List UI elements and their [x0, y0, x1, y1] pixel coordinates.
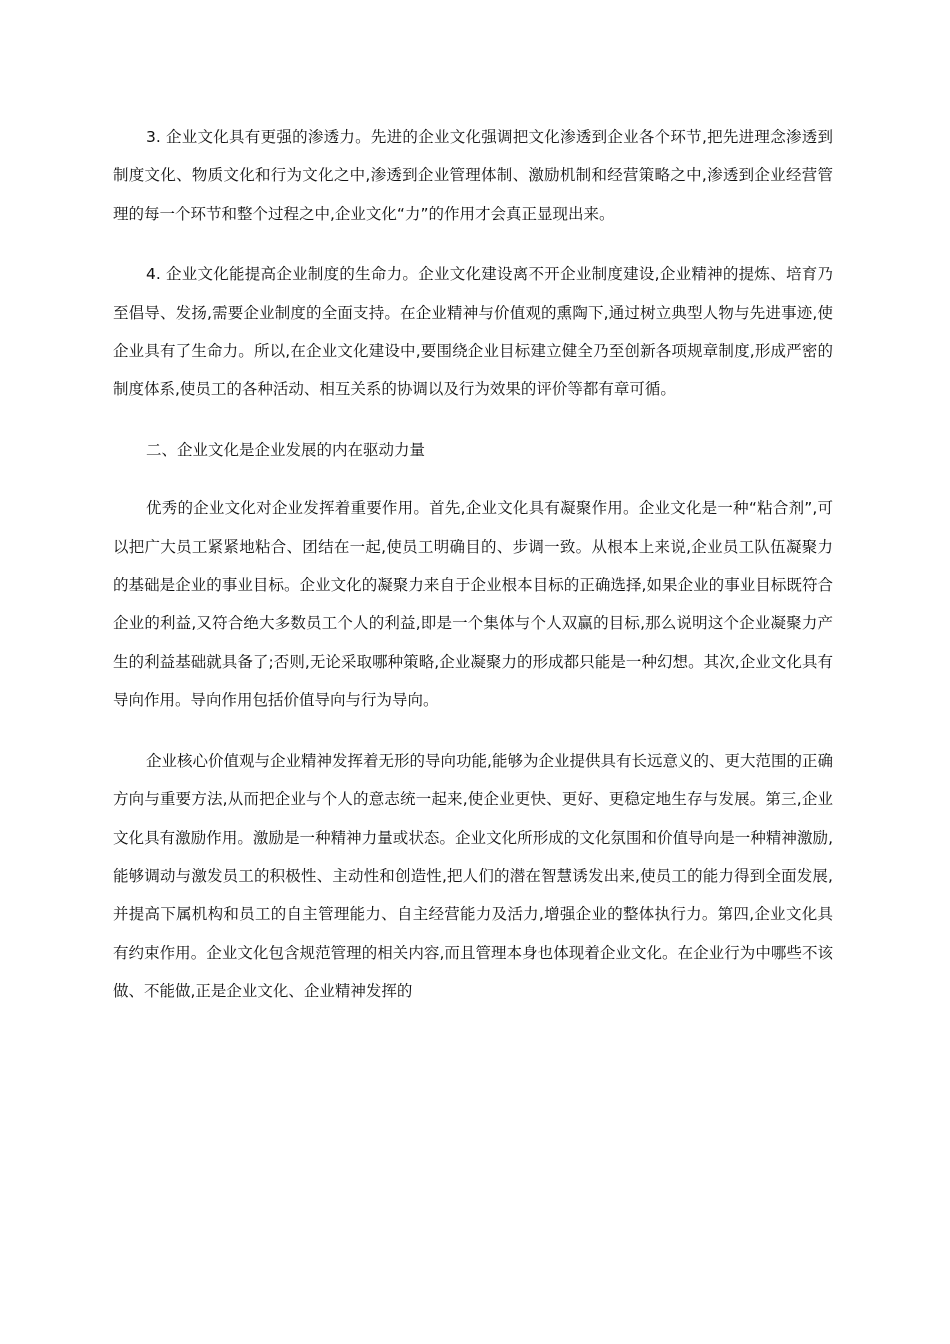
section-heading: 二、企业文化是企业发展的内在驱动力量: [146, 440, 426, 459]
paragraph-guidance-incentive: 企业核心价值观与企业精神发挥着无形的导向功能,能够为企业提供具有长远意义的、更大范围的正确方向与重要方法,从而把企业与个人的意志统一起来,使企业更快、更好、更稳定地生存与发展。第三,企业文化具有激励作用。激励是一种精神力量或状态。企业文化所形成的文化氛围和价值导向是一种精神激励,能够调动与激发员工的积极性、主动性和创造性,把人们的潜在智慧诱发出来,使员工的能力得到全面发展,并提高下属机构和员工的自主管理能力、自主经营能力及活力,增强企业的整体执行力。第四,企业文化具有约束作用。企业文化包含规范管理的相关内容,而且管理本身也体现着企业文化。在企业行为中哪些不该做、不能做,正是企业文化、企业精神发挥的: [113, 751, 833, 1001]
paragraph-penetration: 3. 企业文化具有更强的渗透力。先进的企业文化强调把文化渗透到企业各个环节,把先进理念渗透到制度文化、物质文化和行为文化之中,渗透到企业管理体制、激励机制和经营策略之中,渗透到企业经营管理的每一个环节和整个过程之中,企业文化“力”的作用才会真正显现出来。: [113, 128, 833, 223]
paragraph-cohesion: 优秀的企业文化对企业发挥着重要作用。首先,企业文化具有凝聚作用。企业文化是一种“粘合剂”,可以把广大员工紧紧地粘合、团结在一起,使员工明确目的、步调一致。从根本上来说,企业员工队伍凝聚力的基础是企业的事业目标。企业文化的凝聚力来自于企业根本目标的正确选择,如果企业的事业目标既符合企业的利益,又符合绝大多数员工个人的利益,即是一个集体与个人双赢的目标,那么说明这个企业凝聚力产生的利益基础就具备了;否则,无论采取哪种策略,企业凝聚力的形成都只能是一种幻想。其次,企业文化具有导向作用。导向作用包括价值导向与行为导向。: [113, 499, 833, 710]
paragraph-institution-vitality: 4. 企业文化能提高企业制度的生命力。企业文化建设离不开企业制度建设,企业精神的提炼、培育乃至倡导、发扬,需要企业制度的全面支持。在企业精神与价值观的熏陶下,通过树立典型人物与先进事迹,使企业具有了生命力。所以,在企业文化建设中,要围绕企业目标建立健全乃至创新各项规章制度,形成严密的制度体系,使员工的各种活动、相互关系的协调以及行为效果的评价等都有章可循。: [113, 265, 833, 399]
document-body: [113, 118, 833, 1033]
